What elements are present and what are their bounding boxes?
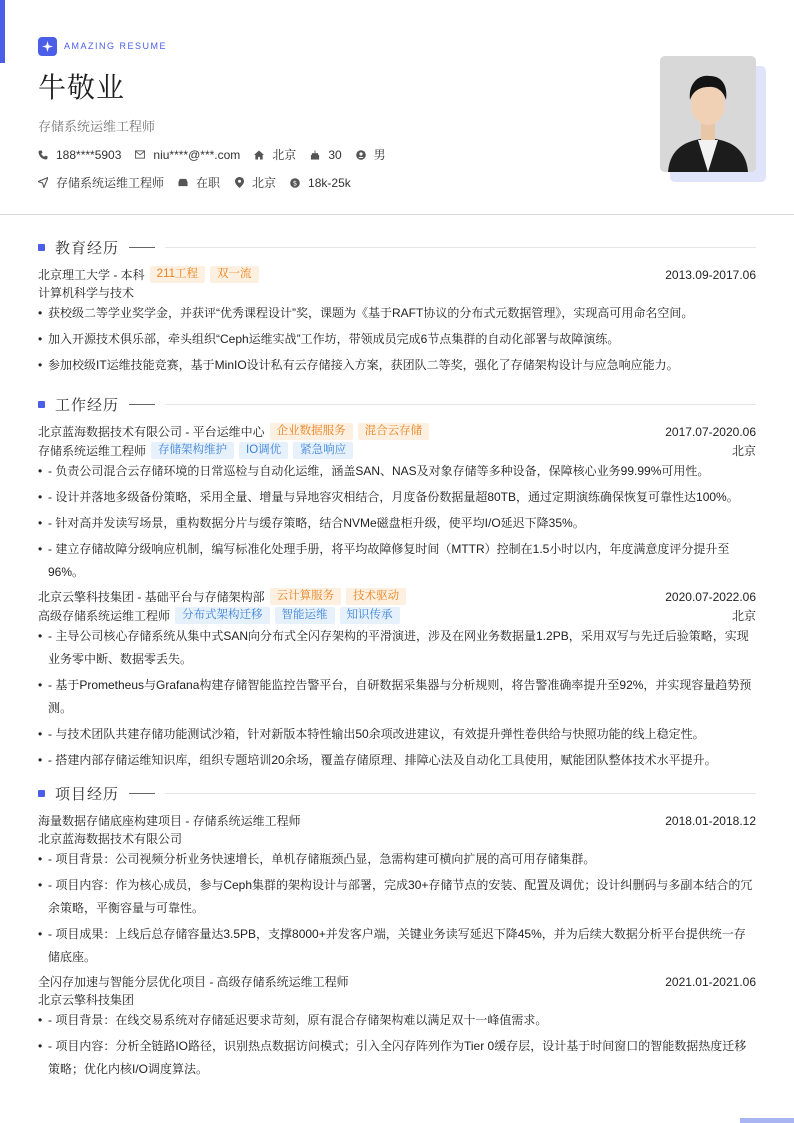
status-value: 在职 [196,176,221,190]
work-bullets [38,625,756,772]
age-item [310,148,341,162]
project-header [38,972,756,991]
company-tag: 云计算服务 [270,588,342,605]
company-tag: 混合云存储 [358,423,430,440]
inbox-icon [178,178,188,188]
project-date: 2021.01-2021.06 [665,974,756,989]
role-name: 高级存储系统运维工程师 [38,609,171,623]
location-pin-icon [234,178,244,188]
list-item: • - 针对高并发读写场景，重构数据分片与缓存策略，结合NVMe磁盘柜升级，使平均I/O延迟下降35%。 [38,512,756,535]
header-divider [0,214,794,215]
project-name: 海量数据存储底座构建项目 - 存储系统运维工程师 [38,814,301,828]
job-intent-row [38,174,365,191]
section-heading [38,395,756,413]
salary-value: 18k-25k [308,175,351,190]
company-name: 北京蓝海数据技术有限公司 - 平台运维中心 [38,425,265,439]
education-tag: 211工程 [150,266,205,283]
education-entry-header [38,265,756,284]
section-dash [129,247,155,248]
brand [38,36,758,56]
list-item: • - 设计并落地多级备份策略，采用全量、增量与异地容灾相结合，月度备份数据量超80TB，通过定期演练确保恢复可靠性达100%。 [38,486,756,509]
section-line [165,404,756,405]
project-header [38,811,756,830]
section-bullet-icon [38,401,45,408]
send-icon [38,178,48,188]
list-item: • 参加校级IT运维技能竞赛，基于MinIO设计私有云存储接入方案，获团队二等奖，强化了存储架构设计与应急响应能力。 [38,354,756,377]
gender-item [356,146,386,163]
email-value: niu****@***.com [153,147,241,162]
list-item: • - 负责公司混合云存储环境的日常巡检与自动化运维，涵盖SAN、NAS及对象存储等多种设备，保障核心业务99.99%可用性。 [38,460,756,483]
target-role-item [38,174,164,191]
list-item: • - 项目成果：上线后总存储容量达3.5PB，支撑8000+并发客户端，关键业务读写延迟下降45%，并为后续大数据分析平台提供统一存储底座。 [38,923,756,969]
avatar [660,56,756,172]
list-item: • - 基于Prometheus与Grafana构建存储智能监控告警平台，自研数据采集器与分析规则，将告警准确率提升至92%，并实现容量趋势预测。 [38,674,756,720]
gender-value: 男 [373,148,386,162]
cake-icon [310,150,320,160]
work-entry [38,587,756,772]
role-tag: IO调优 [239,442,288,459]
project-bullets [38,848,756,969]
section-bullet-icon [38,790,45,797]
list-item: • 获校级二等学业奖学金，并获评“优秀课程设计”奖，课题为《基于RAFT协议的分布式元数据管理》，实现高可用命名空间。 [38,302,756,325]
accent-bar [0,0,5,63]
education-date: 2013.09-2017.06 [665,267,756,282]
svg-text:$: $ [292,179,298,188]
section-title: 工作经历 [55,396,120,414]
work-location: 北京 [731,444,756,458]
company-tag: 技术驱动 [346,588,406,605]
list-item: • - 主导公司核心存储系统从集中式SAN向分布式全闪存架构的平滑演进，涉及在网业务数据量1.2PB，采用双写与先迁后验策略，实现业务零中断、数据零丢失。 [38,625,756,671]
education-bullets [38,302,756,377]
home-icon [254,150,264,160]
salary-item [290,176,351,190]
project-entry [38,811,756,969]
company-name: 北京云擎科技集团 - 基础平台与存储架构部 [38,590,265,604]
city-item [254,146,296,163]
list-item: • - 建立存储故障分级响应机制，编写标准化处理手册，将平均故障修复时间（MTTR）控制在1.5小时以内，年度满意度评分提升至96%。 [38,538,756,584]
work-date: 2020.07-2022.06 [665,589,756,604]
project-company: 北京蓝海数据技术有限公司 [38,832,183,846]
email-item [135,148,240,162]
resume-header [38,36,758,196]
phone-icon [38,150,48,160]
section-line [165,793,756,794]
project-entry [38,972,756,1081]
work-role-row [38,441,756,460]
work-date: 2017.07-2020.06 [665,424,756,439]
target-city-value: 北京 [252,176,277,190]
candidate-name: 牛敬业 [38,72,126,103]
mail-icon [135,150,145,160]
role-tag: 紧急响应 [293,442,353,459]
contact-row [38,146,400,163]
section-bullet-icon [38,244,45,251]
phone-item [38,148,121,162]
money-icon [290,178,300,188]
profile-photo [660,56,766,182]
work-entry-header [38,422,756,441]
project-company: 北京云擎科技集团 [38,993,135,1007]
project-name: 全闪存加速与智能分层优化项目 - 高级存储系统运维工程师 [38,975,349,989]
work-location: 北京 [731,609,756,623]
section-dash [129,404,155,405]
list-item: • - 与技术团队共建存储功能测试沙箱，针对新版本特性输出50余项改进建议，有效提升弹性卷供给与快照功能的线上稳定性。 [38,723,756,746]
role-name: 存储系统运维工程师 [38,444,147,458]
role-tag: 知识传承 [340,607,400,624]
section-heading [38,784,756,802]
brand-label: AMAZING RESUME [64,41,168,51]
list-item: • - 项目内容：分析全链路IO路径，识别热点数据访问模式；引入全闪存阵列作为Tier 0缓存层，设计基于时间窗口的智能数据热度迁移策略；优化内核I/O调度算法。 [38,1035,756,1081]
list-item: • - 项目内容：作为核心成员，参与Ceph集群的架构设计与部署，完成30+存储节点的安装、配置及调优；设计纠删码与多副本结合的冗余策略，平衡容量与可靠性。 [38,874,756,920]
list-item: • - 项目背景：在线交易系统对存储延迟要求苛刻，原有混合存储架构难以满足双十一峰值需求。 [38,1009,756,1032]
work-bullets [38,460,756,584]
section-line [165,247,756,248]
section-title: 项目经历 [55,785,120,803]
school-name: 北京理工大学 - 本科 [38,268,145,282]
candidate-title: 存储系统运维工程师 [38,119,156,134]
section-dash [129,793,155,794]
list-item: • - 项目背景：公司视频分析业务快速增长，单机存储瓶颈凸显，急需构建可横向扩展的高可用存储集群。 [38,848,756,871]
target-role-value: 存储系统运维工程师 [56,176,165,190]
project-bullets [38,1009,756,1081]
work-role-row [38,606,756,625]
sparkle-icon [38,37,57,56]
city-value: 北京 [272,148,297,162]
footer-accent-bar [740,1118,794,1123]
section-title: 教育经历 [55,239,120,257]
education-tag: 双一流 [210,266,259,283]
work-entry-header [38,587,756,606]
role-tag: 分布式架构迁移 [175,607,270,624]
list-item: • - 搭建内部存储运维知识库，组织专题培训20余场，覆盖存储原理、排障心法及自动化工具使用，赋能团队整体技术水平提升。 [38,749,756,772]
education-major: 计算机科学与技术 [38,286,135,300]
role-tag: 存储架构维护 [151,442,234,459]
work-entry [38,422,756,584]
company-tag: 企业数据服务 [270,423,353,440]
target-city-item [234,174,276,191]
phone-value: 188****5903 [56,147,122,162]
section-heading [38,238,756,256]
status-item [178,174,220,191]
age-value: 30 [328,147,342,162]
education-section [38,238,756,380]
list-item: • 加入开源技术俱乐部，牵头组织“Ceph运维实战”工作坊，带领成员完成6节点集群的自动化部署与故障演练。 [38,328,756,351]
project-date: 2018.01-2018.12 [665,813,756,828]
user-icon [356,150,366,160]
projects-section [38,784,756,1084]
role-tag: 智能运维 [275,607,335,624]
work-section [38,395,756,775]
